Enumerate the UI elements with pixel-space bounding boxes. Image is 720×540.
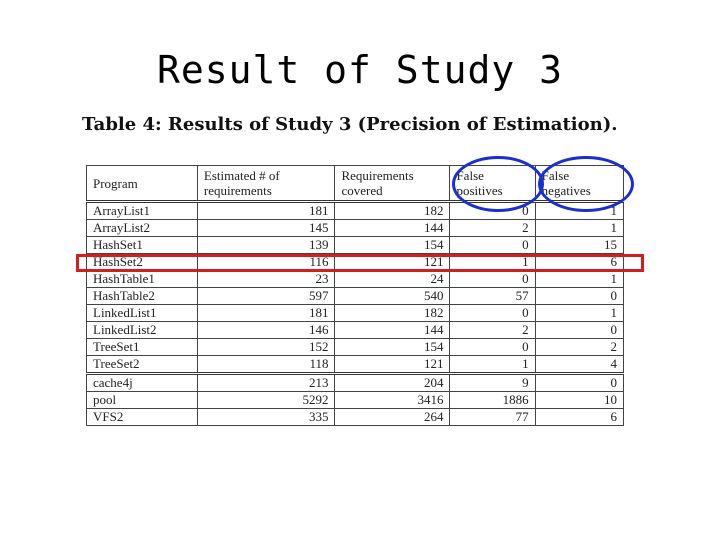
program-cell: TreeSet2 xyxy=(87,356,198,374)
program-cell: LinkedList1 xyxy=(87,305,198,322)
table-row xyxy=(87,374,624,392)
program-cell: HashSet1 xyxy=(87,237,198,254)
value-cell: 116 xyxy=(197,254,335,271)
table-row xyxy=(87,392,624,409)
program-cell: ArrayList1 xyxy=(87,202,198,220)
table-row xyxy=(87,220,624,237)
value-cell: 335 xyxy=(197,409,335,426)
table-row xyxy=(87,305,624,322)
table-row xyxy=(87,409,624,426)
value-cell: 0 xyxy=(450,339,535,356)
value-cell: 139 xyxy=(197,237,335,254)
value-cell: 10 xyxy=(535,392,623,409)
value-cell: 4 xyxy=(535,356,623,374)
header-estimated-requirements: Estimated # of requirements xyxy=(197,166,335,202)
false-positives-circle xyxy=(452,156,544,212)
value-cell: 1 xyxy=(450,254,535,271)
value-cell: 597 xyxy=(197,288,335,305)
table-row xyxy=(87,202,624,220)
slide-title: Result of Study 3 xyxy=(157,48,563,92)
value-cell: 540 xyxy=(335,288,450,305)
value-cell: 154 xyxy=(335,237,450,254)
value-cell: 121 xyxy=(335,254,450,271)
value-cell: 181 xyxy=(197,305,335,322)
value-cell: 118 xyxy=(197,356,335,374)
results-table xyxy=(86,165,624,426)
value-cell: 1 xyxy=(535,271,623,288)
value-cell: 144 xyxy=(335,322,450,339)
value-cell: 2 xyxy=(450,322,535,339)
value-cell: 204 xyxy=(335,374,450,392)
program-cell: VFS2 xyxy=(87,409,198,426)
value-cell: 0 xyxy=(535,322,623,339)
value-cell: 24 xyxy=(335,271,450,288)
value-cell: 2 xyxy=(450,220,535,237)
value-cell: 213 xyxy=(197,374,335,392)
table-caption: Table 4: Results of Study 3 (Precision of Estimation). xyxy=(82,114,618,135)
table-row xyxy=(87,339,624,356)
value-cell: 6 xyxy=(535,409,623,426)
value-cell: 1 xyxy=(535,202,623,220)
value-cell: 5292 xyxy=(197,392,335,409)
value-cell: 152 xyxy=(197,339,335,356)
value-cell: 146 xyxy=(197,322,335,339)
value-cell: 264 xyxy=(335,409,450,426)
header-program: Program xyxy=(87,166,198,202)
program-cell: HashTable2 xyxy=(87,288,198,305)
value-cell: 181 xyxy=(197,202,335,220)
value-cell: 6 xyxy=(535,254,623,271)
program-cell: LinkedList2 xyxy=(87,322,198,339)
value-cell: 144 xyxy=(335,220,450,237)
table-row xyxy=(87,322,624,339)
value-cell: 1886 xyxy=(450,392,535,409)
table-row xyxy=(87,288,624,305)
value-cell: 0 xyxy=(450,271,535,288)
value-cell: 0 xyxy=(450,202,535,220)
program-cell: cache4j xyxy=(87,374,198,392)
value-cell: 3416 xyxy=(335,392,450,409)
table-row xyxy=(87,237,624,254)
value-cell: 2 xyxy=(535,339,623,356)
value-cell: 9 xyxy=(450,374,535,392)
program-cell: TreeSet1 xyxy=(87,339,198,356)
value-cell: 77 xyxy=(450,409,535,426)
value-cell: 1 xyxy=(450,356,535,374)
value-cell: 57 xyxy=(450,288,535,305)
value-cell: 0 xyxy=(450,237,535,254)
value-cell: 15 xyxy=(535,237,623,254)
value-cell: 154 xyxy=(335,339,450,356)
program-cell: HashSet2 xyxy=(87,254,198,271)
value-cell: 145 xyxy=(197,220,335,237)
value-cell: 1 xyxy=(535,220,623,237)
program-cell: HashTable1 xyxy=(87,271,198,288)
value-cell: 121 xyxy=(335,356,450,374)
program-cell: pool xyxy=(87,392,198,409)
value-cell: 0 xyxy=(450,305,535,322)
results-table-container xyxy=(86,165,624,426)
table-body xyxy=(87,202,624,426)
false-negatives-circle xyxy=(538,156,634,212)
value-cell: 182 xyxy=(335,202,450,220)
value-cell: 23 xyxy=(197,271,335,288)
program-cell: ArrayList2 xyxy=(87,220,198,237)
value-cell: 0 xyxy=(535,288,623,305)
value-cell: 0 xyxy=(535,374,623,392)
table-row xyxy=(87,271,624,288)
value-cell: 1 xyxy=(535,305,623,322)
header-false-negatives: False negatives xyxy=(535,166,623,202)
hashset2-highlight-box xyxy=(76,254,644,272)
value-cell: 182 xyxy=(335,305,450,322)
header-requirements-covered: Requirements covered xyxy=(335,166,450,202)
header-false-positives: False positives xyxy=(450,166,535,202)
table-row xyxy=(87,356,624,374)
